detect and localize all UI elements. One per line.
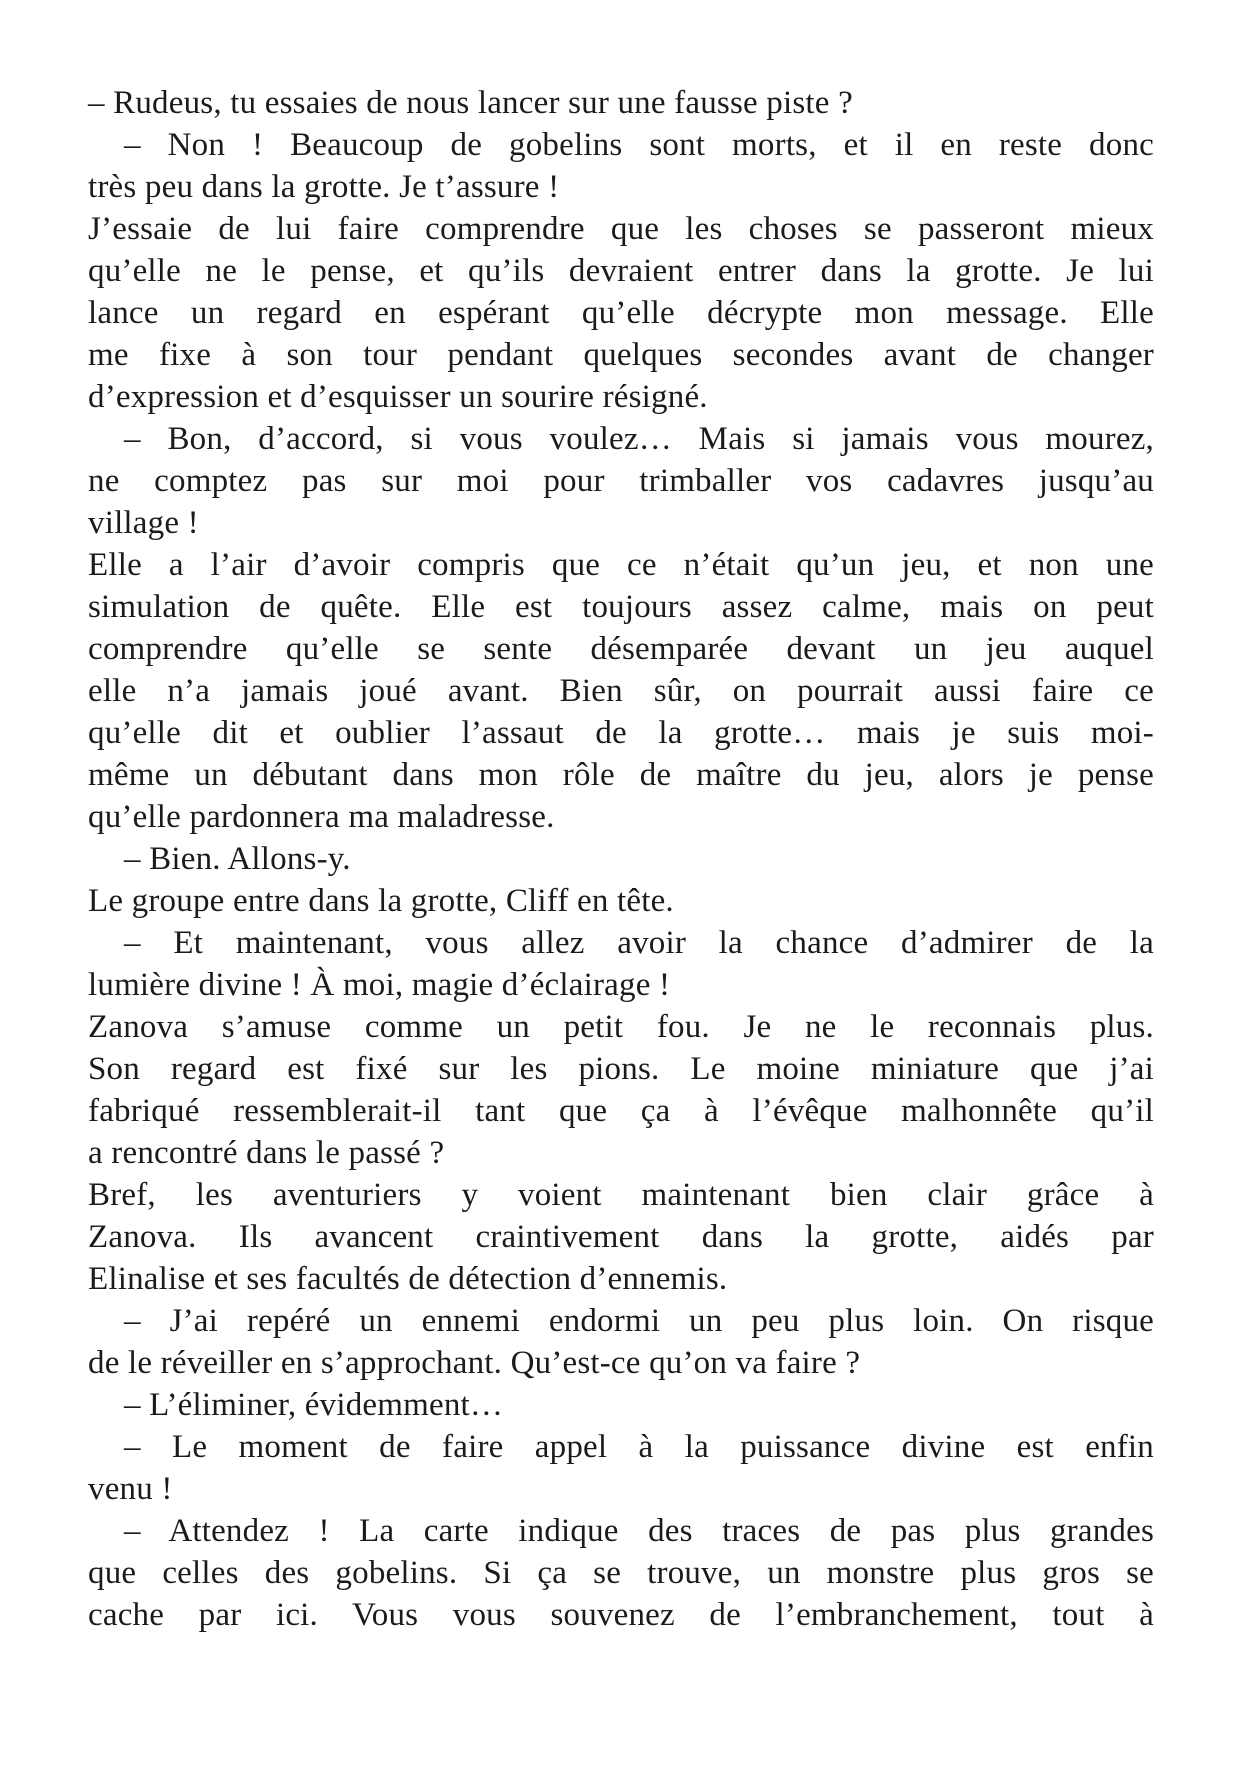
text-line: d’expression et d’esquisser un sourire résigné. [88,379,708,415]
text-line: fabriqué ressemblerait-il tant que ça à l’évêque malhonnête qu’il [88,1093,1154,1129]
text-line: – Le moment de faire appel à la puissance divine est enfin [124,1429,1154,1465]
text-line: ne comptez pas sur moi pour trimballer vos cadavres jusqu’au [88,463,1154,499]
text-line: qu’elle ne le pense, et qu’ils devraient entrer dans la grotte. Je lui [88,253,1154,289]
text-line: Son regard est fixé sur les pions. Le moine miniature que j’ai [88,1051,1154,1087]
text-line: venu ! [88,1471,173,1507]
text-line: lumière divine ! À moi, magie d’éclairage ! [88,967,671,1003]
text-line: – Non ! Beaucoup de gobelins sont morts, et il en reste donc [124,127,1154,163]
text-line: – Bon, d’accord, si vous voulez… Mais si jamais vous mourez, [124,421,1154,457]
text-line: que celles des gobelins. Si ça se trouve, un monstre plus gros se [88,1555,1154,1591]
text-line: – J’ai repéré un ennemi endormi un peu plus loin. On risque [124,1303,1154,1339]
text-line: Le groupe entre dans la grotte, Cliff en tête. [88,883,674,919]
text-line: lance un regard en espérant qu’elle décrypte mon message. Elle [88,295,1154,331]
text-line: comprendre qu’elle se sente désemparée devant un jeu auquel [88,631,1154,667]
text-line: – Rudeus, tu essaies de nous lancer sur une fausse piste ? [88,85,853,121]
text-line: – Attendez ! La carte indique des traces de pas plus grandes [124,1513,1154,1549]
text-line: village ! [88,505,199,541]
text-line: elle n’a jamais joué avant. Bien sûr, on pourrait aussi faire ce [88,673,1154,709]
text-line: qu’elle dit et oublier l’assaut de la grotte… mais je suis moi- [88,715,1154,751]
text-line: très peu dans la grotte. Je t’assure ! [88,169,560,205]
text-line: a rencontré dans le passé ? [88,1135,445,1171]
text-line: Zanova. Ils avancent craintivement dans la grotte, aidés par [88,1219,1154,1255]
text-line: cache par ici. Vous vous souvenez de l’embranchement, tout à [88,1597,1154,1633]
text-line: qu’elle pardonnera ma maladresse. [88,799,555,835]
text-line: J’essaie de lui faire comprendre que les choses se passeront mieux [88,211,1154,247]
text-line: simulation de quête. Elle est toujours assez calme, mais on peut [88,589,1154,625]
text-line: Elle a l’air d’avoir compris que ce n’était qu’un jeu, et non une [88,547,1154,583]
text-line: de le réveiller en s’approchant. Qu’est-ce qu’on va faire ? [88,1345,861,1381]
text-line: – L’éliminer, évidemment… [124,1387,504,1423]
text-line: même un débutant dans mon rôle de maître du jeu, alors je pense [88,757,1154,793]
text-line: – Bien. Allons-y. [124,841,351,877]
text-line: me fixe à son tour pendant quelques secondes avant de changer [88,337,1154,373]
text-line: Elinalise et ses facultés de détection d’ennemis. [88,1261,728,1297]
text-line: – Et maintenant, vous allez avoir la chance d’admirer de la [124,925,1154,961]
page-text-block [88,82,1154,1636]
text-line: Zanova s’amuse comme un petit fou. Je ne le reconnais plus. [88,1009,1154,1045]
text-line: Bref, les aventuriers y voient maintenant bien clair grâce à [88,1177,1154,1213]
